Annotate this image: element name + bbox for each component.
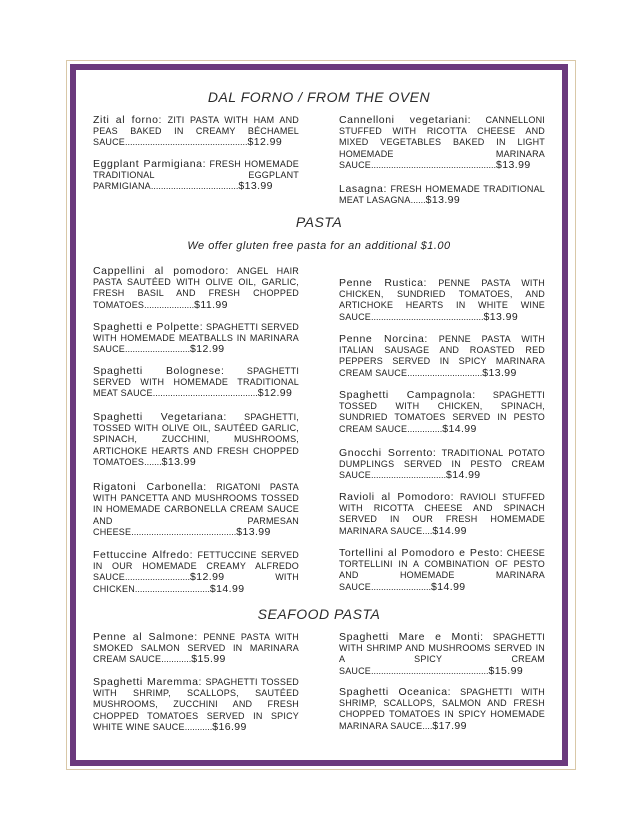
item-price: $13.99 (238, 180, 273, 193)
menu-item: Lasagna: FRESH HOMEMADE TRADITIONAL MEAT LASAGNA......$13.99 (339, 183, 545, 207)
menu-item: Penne Rustica: PENNE PASTA WITH CHICKEN, SUNDRIED TOMATOES, AND ARTICHOKE HEARTS IN WHITE WINE SAUCE.............................................$13.99 (339, 277, 545, 323)
menu-item: Rigatoni Carbonella: RIGATONI PASTA WITH PANCETTA AND MUSHROOMS TOSSED IN HOMEMADE CARBONELLA CREAM SAUCE AND PARMESAN CHEESE..........................................$13.99 (93, 481, 299, 538)
item-price: $17.99 (432, 719, 467, 732)
item-name: Eggplant Parmigiana: (93, 158, 207, 170)
item-price: $12.99 (190, 571, 225, 584)
item-price: $12.99 (257, 387, 293, 400)
item-desc: RAVIOLI STUFFED WITH RICOTTA CHEESE AND SPINACH SERVED IN OUR FRESH HOMEMADE MARINARA SAUCE (339, 492, 545, 536)
item-name: Cannelloni vegetariani: (339, 114, 472, 126)
item-price: $16.99 (212, 720, 247, 733)
item-desc: ANGEL HAIR PASTA SAUTÉED WITH OLIVE OIL, GARLIC, FRESH BASIL AND FRESH CHOPPED TOMATOES (93, 266, 299, 310)
menu-item: Spaghetti Campagnola: SPAGHETTI TOSSED WITH CHICKEN, SPINACH, SUNDRIED TOMATOES SERVED IN PESTO CREAM SAUCE..............$14.99 (339, 389, 545, 435)
item-name: Ziti al forno: (93, 114, 163, 126)
item-desc: PENNE PASTA WITH SMOKED SALMON SERVED IN MARINARA CREAM SAUCE (93, 632, 299, 665)
item-name: Spaghetti e Polpette: (93, 321, 204, 333)
item-desc: TRADITIONAL POTATO DUMPLINGS SERVED IN PESTO CREAM SAUCE (339, 448, 546, 481)
menu-item: Spaghetti Maremma: SPAGHETTI TOSSED WITH SHRIMP, SCALLOPS, SAUTÉED MUSHROOMS, ZUCCHINI AND FRESH CHOPPED TOMATOES SERVED IN SPICY WHITE WINE SAUCE...........$16.99 (93, 676, 299, 733)
item-name: Spaghetti Campagnola: (339, 389, 476, 401)
section-title-pasta: PASTA (295, 214, 343, 230)
item-price: $14.99 (432, 524, 467, 537)
item-price: $13.99 (496, 158, 531, 171)
item-desc: SPAGHETTI SERVED WITH HOMEMADE TRADITIONAL MEAT SAUCE (93, 366, 300, 399)
menu-item: Eggplant Parmigiana: FRESH HOMEMADE TRADITIONAL EGGPLANT PARMIGIANA...................................$13.99 (93, 158, 299, 193)
item-price: $15.99 (488, 664, 524, 677)
item-name: Spaghetti Oceanica: (339, 686, 452, 698)
item-price: $12.99 (247, 136, 283, 149)
item-price: $14.99 (442, 422, 477, 435)
menu-item: Penne al Salmone: PENNE PASTA WITH SMOKED SALMON SERVED IN MARINARA CREAM SAUCE............$15.99 (93, 631, 299, 666)
item-name: Penne al Salmone: (93, 631, 198, 643)
menu-item: Spaghetti e Polpette: SPAGHETTI SERVED WITH HOMEMADE MEATBALLS IN MARINARA SAUCE..........................$12.99 (93, 321, 299, 356)
menu-item: Gnocchi Sorrento: TRADITIONAL POTATO DUMPLINGS SERVED IN PESTO CREAM SAUCE..............................$14.99 (339, 447, 546, 482)
item-desc: RIGATONI PASTA WITH PANCETTA AND MUSHROOMS TOSSED IN HOMEMADE CARBONELLA CREAM SAUCE AND PARMESAN CHEESE (93, 482, 299, 537)
menu-item: Ravioli al Pomodoro: RAVIOLI STUFFED WITH RICOTTA CHEESE AND SPINACH SERVED IN OUR FRESH HOMEMADE MARINARA SAUCE....$14.99 (339, 491, 545, 537)
item-name: Spaghetti Vegetariana: (93, 411, 227, 423)
item-name: Tortellini al Pomodoro e Pesto: (339, 547, 504, 559)
menu-item: Spaghetti Vegetariana: SPAGHETTI, TOSSED WITH OLIVE OIL, SAUTÉED GARLIC, SPINACH, ZUCCHINI, MUSHROOMS, ARTICHOKE HEARTS AND FRESH CHOPPED TOMATOES.......$13.99 (93, 411, 299, 468)
item-extra-price: $14.99 (209, 582, 245, 595)
item-price: $13.99 (483, 310, 519, 323)
item-desc: SPAGHETTI TOSSED WITH CHICKEN, SPINACH, SUNDRIED TOMATOES SERVED IN PESTO CREAM SAUCE (339, 390, 545, 434)
item-desc: SPAGHETTI SERVED WITH HOMEMADE MEATBALLS IN MARINARA SAUCE (93, 322, 299, 355)
item-name: Spaghetti Maremma: (93, 676, 203, 688)
item-desc: SPAGHETTI, TOSSED WITH OLIVE OIL, SAUTÉED GARLIC, SPINACH, ZUCCHINI, MUSHROOMS, ARTICHOKE HEARTS AND FRESH CHOPPED TOMATOES (93, 412, 299, 467)
item-name: Lasagna: (339, 183, 388, 195)
item-price: $14.99 (431, 580, 466, 593)
menu-item: Spaghetti Bolognese: SPAGHETTI SERVED WITH HOMEMADE TRADITIONAL MEAT SAUCE..........................................$12.99 (93, 365, 300, 400)
item-desc: FRESH HOMEMADE TRADITIONAL MEAT LASAGNA (339, 184, 545, 206)
item-price: $13.99 (482, 366, 517, 379)
menu-item: Fettuccine Alfredo: FETTUCCINE SERVED IN OUR HOMEMADE CREAMY ALFREDO SAUCE..........................$12.99 WITH CHICKEN..............................$14.99 (93, 549, 300, 595)
item-desc: FRESH HOMEMADE TRADITIONAL EGGPLANT PARMIGIANA (93, 159, 299, 192)
item-name: Gnocchi Sorrento: (339, 447, 437, 459)
item-name: Penne Norcina: (339, 333, 428, 345)
menu-item: Ziti al forno: ZITI PASTA WITH HAM AND PEAS BAKED IN CREAMY BÉCHAMEL SAUCE.................................................$12.99 (93, 114, 299, 149)
item-name: Penne Rustica: (339, 277, 428, 289)
item-desc: ZITI PASTA WITH HAM AND PEAS BAKED IN CREAMY BÉCHAMEL SAUCE (93, 115, 299, 148)
item-price: $13.99 (236, 525, 271, 538)
item-desc: SPAGHETTI WITH SHRIMP AND MUSHROOMS SERVED IN A SPICY CREAM SAUCE (339, 632, 545, 676)
item-price: $12.99 (190, 343, 225, 356)
item-name: Cappellini al pomodoro: (93, 265, 229, 277)
item-desc: SPAGHETTI TOSSED WITH SHRIMP, SCALLOPS, SAUTÉED MUSHROOMS, ZUCCHINI AND FRESH CHOPPED TOMATOES SERVED IN SPICY WHITE WINE SAUCE (93, 677, 299, 732)
menu-item: Cannelloni vegetariani: CANNELLONI STUFFED WITH RICOTTA CHEESE AND MIXED VEGETABLES BAKED IN LIGHT HOMEMADE MARINARA SAUCE..................................................$13.99 (339, 114, 545, 171)
item-desc: CHEESE TORTELLINI IN A COMBINATION OF PESTO AND HOMEMADE MARINARA SAUCE (339, 548, 545, 592)
menu-item: Penne Norcina: PENNE PASTA WITH ITALIAN SAUSAGE AND ROASTED RED PEPPERS SERVED IN SPICY MARINARA CREAM SAUCE..............................$13.99 (339, 333, 545, 379)
gluten-free-note: We offer gluten free pasta for an additional $1.00 (187, 240, 451, 252)
item-price: $13.99 (161, 455, 197, 468)
section-title-oven: DAL FORNO / FROM THE OVEN (207, 89, 431, 105)
item-price: $14.99 (446, 469, 481, 482)
item-name: Spaghetti Bolognese: (93, 365, 225, 377)
item-price: $15.99 (191, 653, 226, 666)
item-desc: FETTUCCINE SERVED IN OUR HOMEMADE CREAMY ALFREDO SAUCE (93, 550, 300, 583)
item-extra-desc: WITH CHICKEN (93, 572, 299, 594)
item-price: $11.99 (194, 298, 228, 311)
item-desc: PENNE PASTA WITH CHICKEN, SUNDRIED TOMATOES, AND ARTICHOKE HEARTS IN WHITE WINE SAUCE (339, 278, 545, 322)
menu-item: Cappellini al pomodoro: ANGEL HAIR PASTA SAUTÉED WITH OLIVE OIL, GARLIC, FRESH BASIL AND FRESH CHOPPED TOMATOES....................$11.99 (93, 265, 299, 311)
menu-item: Tortellini al Pomodoro e Pesto: CHEESE TORTELLINI IN A COMBINATION OF PESTO AND HOMEMADE MARINARA SAUCE........................$14.99 (339, 547, 545, 593)
item-desc: PENNE PASTA WITH ITALIAN SAUSAGE AND ROASTED RED PEPPERS SERVED IN SPICY MARINARA CREAM SAUCE (339, 334, 545, 378)
menu-item: Spaghetti Mare e Monti: SPAGHETTI WITH SHRIMP AND MUSHROOMS SERVED IN A SPICY CREAM SAUCE...............................................$15.99 (339, 631, 545, 677)
section-title-seafood: SEAFOOD PASTA (257, 606, 381, 622)
item-desc: CANNELLONI STUFFED WITH RICOTTA CHEESE AND MIXED VEGETABLES BAKED IN LIGHT HOMEMADE MARINARA SAUCE (339, 115, 545, 170)
menu-item: Spaghetti Oceanica: SPAGHETTI WITH SHRIMP, SCALLOPS, SALMON AND FRESH CHOPPED TOMATOES IN SPICY HOMEMADE MARINARA SAUCE....$17.99 (339, 686, 546, 732)
item-name: Spaghetti Mare e Monti: (339, 631, 484, 643)
item-name: Rigatoni Carbonella: (93, 481, 207, 493)
item-name: Fettuccine Alfredo: (93, 549, 194, 561)
item-price: $13.99 (425, 194, 461, 207)
item-desc: SPAGHETTI WITH SHRIMP, SCALLOPS, SALMON AND FRESH CHOPPED TOMATOES IN SPICY HOMEMADE MARINARA SAUCE (339, 687, 546, 731)
item-name: Ravioli al Pomodoro: (339, 491, 455, 503)
